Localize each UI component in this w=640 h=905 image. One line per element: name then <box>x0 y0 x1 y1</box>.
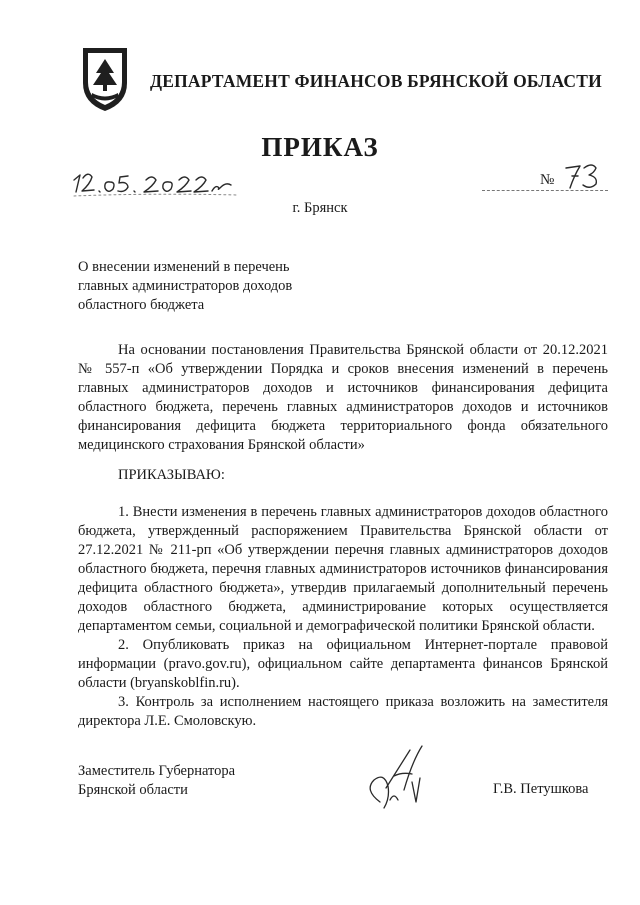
subject-line: областного бюджета <box>78 297 205 313</box>
order-item: 1. Внести изменения в перечень главных администраторов доходов областного бюджета, утвержденный распоряжением Правительства Брянской области от 27.12.2021 № 211-рп «Об утверждении перечня главных администраторов доходов областного бюджета, перечня главных администраторов источников финансирования дефицита областного бюджета», утвердив прилагаемый дополнительный перечень доходов областного бюджета, администрирование которых осуществляется департаментом семьи, социальной и демографической политики Брянской области. <box>78 504 608 634</box>
handwritten-signature-icon <box>350 742 440 814</box>
order-items <box>78 503 608 731</box>
order-directive: ПРИКАЗЫВАЮ: <box>118 467 225 483</box>
signatory-title-line: Заместитель Губернатора <box>78 763 236 779</box>
order-item: 3. Контроль за исполнением настоящего приказа возложить на заместителя директора Л.Е. Смоловскую. <box>78 694 608 729</box>
document-type-title: ПРИКАЗ <box>261 132 379 162</box>
order-subject <box>78 258 378 315</box>
preamble-text: На основании постановления Правительства Брянской области от 20.12.2021 № 557-п «Об утверждении Порядка и сроков внесения изменений в перечень главных администраторов доходов и источников финансирования дефицита областного бюджета, перечень главных администраторов доходов и источников финансирования дефицита бюджета территориального фонда обязательного медицинского страхования Брянской области» <box>78 342 608 453</box>
department-name: ДЕПАРТАМЕНТ ФИНАНСОВ БРЯНСКОЙ ОБЛАСТИ <box>150 71 602 91</box>
signatory-title <box>78 762 298 800</box>
subject-line: О внесении изменений в перечень <box>78 259 290 275</box>
preamble-paragraph <box>78 341 608 455</box>
signatory-title-line: Брянской области <box>78 782 188 798</box>
handwritten-date <box>70 158 270 198</box>
handwritten-order-number <box>562 158 606 194</box>
order-number-underline <box>482 190 608 191</box>
order-item: 2. Опубликовать приказ на официальном Интернет-портале правовой информации (pravo.gov.ru), официальном сайте департамента финансов Брянской области (bryanskoblfin.ru). <box>78 637 608 691</box>
order-number-label: № <box>540 172 555 188</box>
city-of-issue: г. Брянск <box>292 200 348 216</box>
signatory-name: Г.В. Петушкова <box>493 781 589 797</box>
subject-line: главных администраторов доходов <box>78 278 293 294</box>
coat-of-arms-icon <box>80 45 130 113</box>
